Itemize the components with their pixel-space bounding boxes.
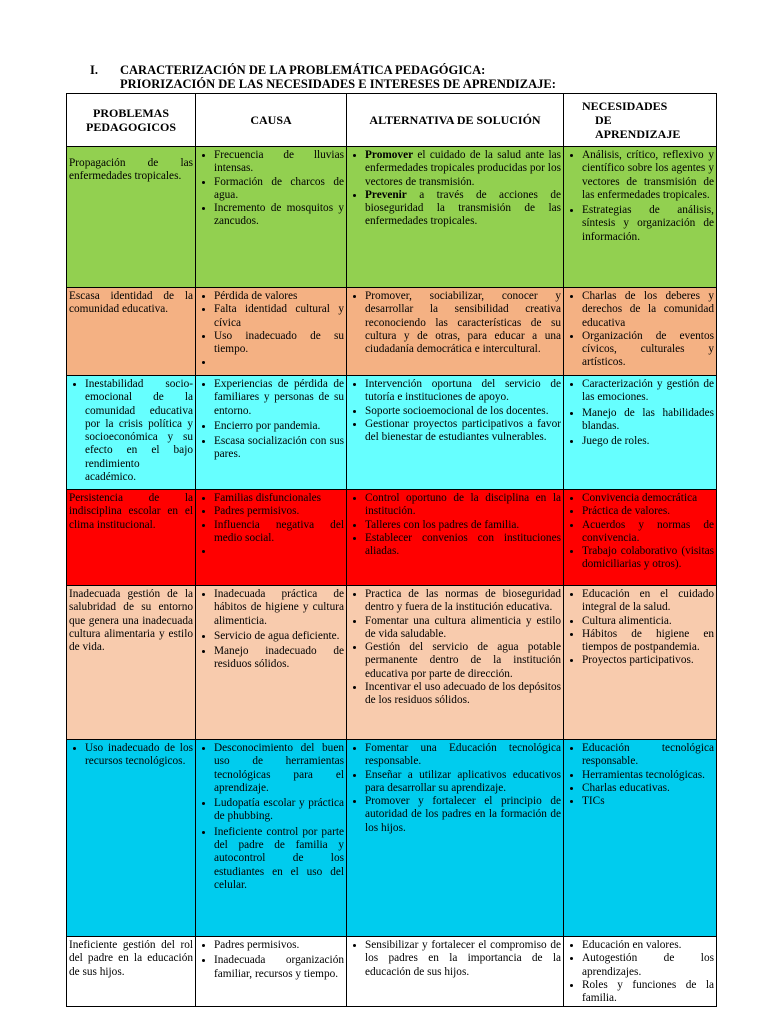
alternativa-text: Establecer convenios con instituciones aliadas. bbox=[365, 531, 561, 558]
necesidad-cell bbox=[564, 490, 717, 586]
alternativa-keyword: Prevenir bbox=[365, 188, 407, 201]
alternativa-item bbox=[365, 588, 561, 615]
alternativa-text: Gestionar proyectos participativos a favor del bienestar de estudiantes vulnerables. bbox=[365, 417, 561, 444]
problema-item: • Uso inadecuado de los recursos tecnológicos. bbox=[85, 742, 193, 769]
necesidad-cell bbox=[564, 288, 717, 376]
necesidad-item: • Caracterización y gestión de las emociones. bbox=[582, 378, 714, 405]
causa-cell bbox=[196, 937, 347, 1007]
causa-item: • Manejo inadecuado de residuos sólidos. bbox=[214, 645, 344, 672]
necesidad-cell bbox=[564, 147, 717, 288]
alternativa-text: Control oportuno de la disciplina en la institución. bbox=[365, 492, 561, 518]
necesidad-item: • Hábitos de higiene en tiempos de postpandemia. bbox=[582, 628, 714, 655]
necesidad-item: • Charlas de los deberes y derechos de la comunidad educativa bbox=[582, 290, 714, 330]
alternativa-item bbox=[365, 742, 561, 769]
alternativa-keyword: Promover bbox=[365, 149, 414, 161]
causa-item: • Experiencias de pérdida de familiares y personas de su entorno. bbox=[214, 378, 344, 418]
alternativa-text: Fomentar una cultura alimenticia y estilo de vida saludable. bbox=[365, 614, 561, 640]
causa-item: • Falta identidad cultural y cívica bbox=[214, 303, 344, 330]
causa-item: • Influencia negativa del medio social. bbox=[214, 519, 344, 546]
alternativa-item bbox=[365, 532, 561, 559]
necesidad-item: • TICs bbox=[582, 795, 714, 808]
alternativa-item bbox=[365, 405, 561, 418]
table-row bbox=[67, 740, 717, 937]
alternativa-cell bbox=[347, 937, 564, 1007]
necesidad-item: • Educación en el cuidado integral de la salud. bbox=[582, 588, 714, 615]
header-causa bbox=[196, 94, 347, 147]
causa-item bbox=[214, 356, 344, 369]
alternativa-item bbox=[365, 615, 561, 642]
alternativa-text: Promover, sociabilizar, conocer y desarrollar la sensibilidad creativa reconociendo las características de su cultura y de otras, para educar a una ciudadanía democrática e intercultural. bbox=[365, 290, 561, 356]
table-row bbox=[67, 376, 717, 490]
problema-cell bbox=[67, 288, 196, 376]
header-problemas-line-1: PROBLEMAS bbox=[92, 106, 169, 120]
needs-matrix-table bbox=[66, 93, 717, 1007]
causa-cell bbox=[196, 586, 347, 740]
table-row bbox=[67, 147, 717, 288]
header-necesidades bbox=[564, 94, 717, 147]
causa-item: • Inadecuada práctica de hábitos de higiene y cultura alimenticia. bbox=[214, 588, 344, 628]
alternativa-text: Intervención oportuna del servicio de tutoría e instituciones de apoyo. bbox=[365, 378, 561, 404]
problema-cell bbox=[67, 490, 196, 586]
necesidad-cell bbox=[564, 586, 717, 740]
necesidad-cell bbox=[564, 937, 717, 1007]
problema-text: Escasa identidad de la comunidad educativa. bbox=[69, 290, 193, 316]
causa-item: • Desconocimiento del buen uso de herramientas tecnológicas para el aprendizaje. bbox=[214, 742, 344, 795]
causa-cell bbox=[196, 376, 347, 490]
causa-item: • Formación de charcos de agua. bbox=[214, 176, 344, 203]
necesidad-item: • Acuerdos y normas de convivencia. bbox=[582, 519, 714, 546]
alternativa-item bbox=[365, 492, 561, 519]
causa-item: • Escasa socialización con sus pares. bbox=[214, 435, 344, 462]
necesidad-item: • Convivencia democrática bbox=[582, 492, 714, 505]
alternativa-item bbox=[365, 149, 561, 189]
necesidad-item: • Manejo de las habilidades blandas. bbox=[582, 407, 714, 434]
alternativa-item bbox=[365, 189, 561, 229]
header-alternativa bbox=[347, 94, 564, 147]
alternativa-cell bbox=[347, 288, 564, 376]
alternativa-cell bbox=[347, 376, 564, 490]
header-causa-label: CAUSA bbox=[250, 113, 292, 127]
section-title-line-2: PRIORIZACIÓN DE LAS NECESIDADES E INTERESES DE APRENDIZAJE: bbox=[120, 77, 556, 91]
problema-cell bbox=[67, 376, 196, 490]
necesidad-item: • Juego de roles. bbox=[582, 435, 714, 448]
causa-cell bbox=[196, 288, 347, 376]
table-row bbox=[67, 586, 717, 740]
necesidad-item: • Organización de eventos cívicos, culturales y artísticos. bbox=[582, 330, 714, 370]
necesidad-item: • Cultura alimenticia. bbox=[582, 615, 714, 628]
necesidad-cell bbox=[564, 740, 717, 937]
problema-cell bbox=[67, 586, 196, 740]
alternativa-text: Practica de las normas de bioseguridad dentro y fuera de la institución educativa. bbox=[365, 588, 561, 614]
alternativa-text: Fomentar una Educación tecnológica responsable. bbox=[365, 742, 561, 768]
alternativa-item bbox=[365, 378, 561, 405]
alternativa-text: Gestión del servicio de agua potable permanente dentro de la institución educativa por parte de dirección. bbox=[365, 641, 561, 680]
necesidad-item: • Roles y funciones de la familia. bbox=[582, 979, 714, 1006]
header-alternativa-label: ALTERNATIVA DE SOLUCIÓN bbox=[369, 113, 541, 127]
problema-item: • Inestabilidad socio-emocional de la comunidad educativa por la crisis política y socioeconómica y su efecto en el bajo rendimiento académico. bbox=[85, 378, 193, 484]
causa-item: • Encierro por pandemia. bbox=[214, 420, 344, 433]
necesidad-item: • Trabajo colaborativo (visitas domiciliarias y otros). bbox=[582, 545, 714, 572]
alternativa-item bbox=[365, 290, 561, 356]
header-necesidades-line-3: APRENDIZAJE bbox=[595, 127, 681, 141]
causa-item: • Incremento de mosquitos y zancudos. bbox=[214, 202, 344, 229]
problema-cell bbox=[67, 740, 196, 937]
alternativa-text: Talleres con los padres de familia. bbox=[365, 518, 520, 531]
necesidad-item: • Educación en valores. bbox=[582, 939, 714, 952]
header-problemas-line-2: PEDAGOGICOS bbox=[85, 120, 176, 134]
section-title-line-1: CARACTERIZACIÓN DE LA PROBLEMÁTICA PEDAGÓGICA: bbox=[120, 63, 486, 77]
causa-item bbox=[214, 545, 344, 558]
alternativa-text: Sensibilizar y fortalecer el compromiso de los padres en la importancia de la educación de sus hijos. bbox=[365, 939, 561, 978]
alternativa-item bbox=[365, 769, 561, 796]
causa-cell bbox=[196, 147, 347, 288]
causa-item: • Servicio de agua deficiente. bbox=[214, 630, 344, 643]
alternativa-cell bbox=[347, 586, 564, 740]
necesidad-item: • Proyectos participativos. bbox=[582, 654, 714, 667]
problema-cell bbox=[67, 937, 196, 1007]
problema-text: Ineficiente gestión del rol del padre en la educación de sus hijos. bbox=[69, 939, 193, 978]
alternativa-text: Incentivar el uso adecuado de los depósitos de los residuos sólidos. bbox=[365, 681, 561, 707]
alternativa-text: Promover y fortalecer el principio de autoridad de los padres en la formación de los hijos. bbox=[365, 795, 561, 834]
alternativa-text: el cuidado de la salud ante las enfermedades tropicales producidas por los vectores de transmisión. bbox=[365, 149, 561, 188]
causa-item: • Inadecuada organización familiar, recursos y tiempo. bbox=[214, 954, 344, 981]
header-problemas bbox=[67, 94, 196, 147]
table-row bbox=[67, 288, 717, 376]
necesidad-item: • Estrategias de análisis, síntesis y organización de información. bbox=[582, 204, 714, 244]
table-row bbox=[67, 490, 717, 586]
causa-cell bbox=[196, 740, 347, 937]
causa-item: • Pérdida de valores bbox=[214, 290, 344, 303]
problema-text: Persistencia de la indisciplina escolar en el clima institucional. bbox=[69, 492, 193, 531]
necesidad-item: • Herramientas tecnológicas. bbox=[582, 769, 714, 782]
alternativa-item bbox=[365, 939, 561, 979]
necesidad-item: • Práctica de valores. bbox=[582, 505, 714, 518]
alternativa-text: a través de acciones de bioseguridad la transmisión de las enfermedades tropicales. bbox=[365, 188, 561, 228]
necesidad-item: • Educación tecnológica responsable. bbox=[582, 742, 714, 769]
alternativa-cell bbox=[347, 147, 564, 288]
alternativa-item bbox=[365, 418, 561, 445]
necesidad-cell bbox=[564, 376, 717, 490]
alternativa-text: Enseñar a utilizar aplicativos educativos para desarrollar su aprendizaje. bbox=[365, 768, 561, 794]
alternativa-cell bbox=[347, 740, 564, 937]
header-row bbox=[67, 94, 717, 147]
alternativa-text: Soporte socioemocional de los docentes. bbox=[365, 404, 549, 417]
header-necesidades-line-2: DE bbox=[595, 113, 612, 127]
problema-cell bbox=[67, 147, 196, 288]
table-row bbox=[67, 937, 717, 1007]
alternativa-cell bbox=[347, 490, 564, 586]
alternativa-item bbox=[365, 519, 561, 532]
causa-item: • Frecuencia de lluvias intensas. bbox=[214, 149, 344, 176]
necesidad-item: • Charlas educativas. bbox=[582, 782, 714, 795]
causa-cell bbox=[196, 490, 347, 586]
causa-item: • Padres permisivos. bbox=[214, 939, 344, 952]
causa-item: • Uso inadecuado de su tiempo. bbox=[214, 330, 344, 357]
causa-item: • Padres permisivos. bbox=[214, 505, 344, 518]
problema-text: Propagación de las enfermedades tropicales. bbox=[69, 157, 193, 183]
alternativa-item bbox=[365, 795, 561, 835]
necesidad-item: • Análisis, crítico, reflexivo y científico sobre los agentes y vectores de transmisión de las enfermedades tropicales. bbox=[582, 149, 714, 202]
header-necesidades-line-1: NECESIDADES bbox=[582, 99, 668, 113]
alternativa-item bbox=[365, 681, 561, 708]
section-number: I. bbox=[90, 63, 98, 77]
causa-item: • Ineficiente control por parte del padre de familia y autocontrol de los estudiantes en el uso del celular. bbox=[214, 826, 344, 892]
necesidad-item: • Autogestión de los aprendizajes. bbox=[582, 952, 714, 979]
problema-text: Inadecuada gestión de la salubridad de su entorno que genera una inadecuada cultura alimentaria y estilo de vida. bbox=[69, 588, 193, 654]
causa-item: • Ludopatía escolar y práctica de phubbing. bbox=[214, 797, 344, 824]
causa-item: • Familias disfuncionales bbox=[214, 492, 344, 505]
alternativa-item bbox=[365, 641, 561, 681]
